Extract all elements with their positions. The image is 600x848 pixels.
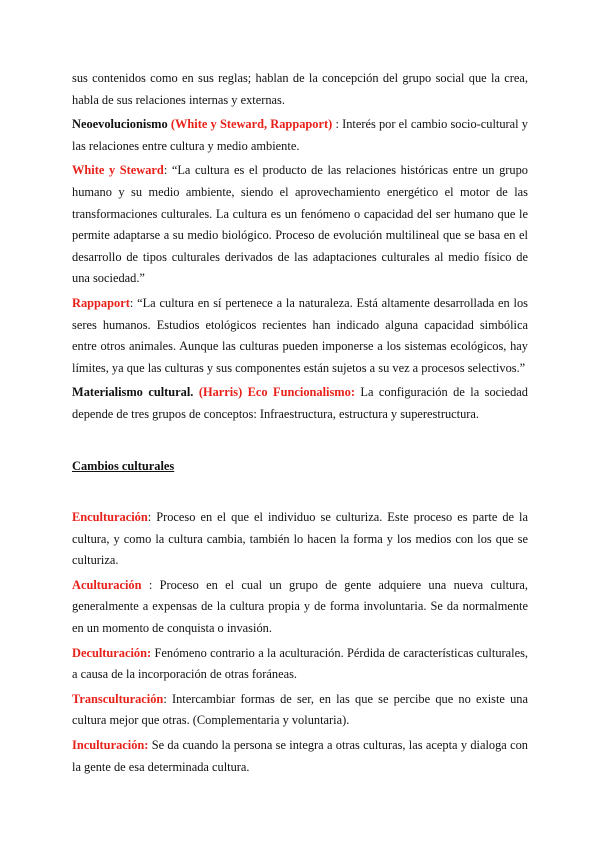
text-transculturacion: : Intercambiar formas de ser, en las que se percibe que no existe una cultura mejor que otras. (Complementaria y voluntaria). xyxy=(72,691,528,728)
intro-text: sus contenidos como en sus reglas; hablan de la concepción del grupo social que la crea, habla de sus relaciones internas y externas. xyxy=(72,71,528,107)
definition-transculturacion xyxy=(72,689,528,732)
text-rappaport: : “La cultura en sí pertenece a la naturaleza. Está altamente desarrollada en los seres humanos. Estudios etológicos recientes han indicado alguna capacidad simbólica entre otros animales. Aunque las culturas pueden imponerse a los sistemas ecológicos, hay límites, ya que las culturas y sus componentes están sujetos a su vez a procesos selectivos.” xyxy=(72,295,528,375)
term-deculturacion: Deculturación: xyxy=(72,645,152,660)
definition-enculturacion xyxy=(72,507,528,572)
authors-neoevolucionismo: (White y Steward, Rappaport) xyxy=(170,117,333,132)
term-materialismo: Materialismo cultural. xyxy=(72,385,194,400)
paragraph-rappaport xyxy=(72,293,528,379)
paragraph-intro xyxy=(72,68,528,111)
authors-materialismo: (Harris) Eco Funcionalismo: xyxy=(193,385,355,400)
text-enculturacion: : Proceso en el que el individuo se culturiza. Este proceso es parte de la cultura, y como la cultura cambia, también lo hacen la forma y los medios con los que se culturiza. xyxy=(72,510,528,568)
term-enculturacion: Enculturación xyxy=(72,510,148,525)
term-inculturacion: Inculturación: xyxy=(72,738,149,753)
definition-deculturacion xyxy=(72,643,528,686)
definition-inculturacion xyxy=(72,735,528,778)
text-materialismo: La configuración de la sociedad depende de tres grupos de conceptos: Infraestructura, estructura y superestructura. xyxy=(72,385,528,421)
term-neoevolucionismo: Neoevolucionismo xyxy=(72,117,168,132)
paragraph-materialismo xyxy=(72,382,528,425)
text-white-steward: : “La cultura es el producto de las relaciones históricas entre un grupo humano y su medio ambiente, siendo el aprovechamiento energético el motor de las transformaciones culturales. La cultura es un fenómeno o capacidad del ser humano que le permite adaptarse a su medio biológico. Proceso de evolución multilineal que se basa en el desarrollo de tipos culturales derivados de las adaptaciones culturales al medio físico de una sociedad.” xyxy=(72,163,529,286)
paragraph-white-steward xyxy=(72,160,528,290)
term-white-steward: White y Steward xyxy=(72,163,164,178)
text-neoevolucionismo: : Interés por el cambio socio-cultural y las relaciones entre cultura y medio ambiente. xyxy=(72,117,528,153)
paragraph-neoevolucionismo xyxy=(72,114,528,157)
term-rappaport: Rappaport xyxy=(72,295,130,310)
text-inculturacion: Se da cuando la persona se integra a otras culturas, las acepta y dialoga con la gente de esa determinada cultura. xyxy=(72,738,528,774)
text-aculturacion: : Proceso en el cual un grupo de gente adquiere una nueva cultura, generalmente a expensas de la cultura propia y de forma involuntaria. Se da normalmente en un momento de conquista o invasión. xyxy=(72,577,528,636)
text-deculturacion: Fenómeno contrario a la aculturación. Pérdida de características culturales, a causa de la incorporación de otras foráneas. xyxy=(72,645,528,682)
term-transculturacion: Transculturación xyxy=(72,691,164,706)
document-page xyxy=(72,68,528,781)
term-aculturacion: Aculturación xyxy=(72,577,142,592)
section-heading: Cambios culturales xyxy=(72,458,175,473)
definition-aculturacion xyxy=(72,575,528,640)
